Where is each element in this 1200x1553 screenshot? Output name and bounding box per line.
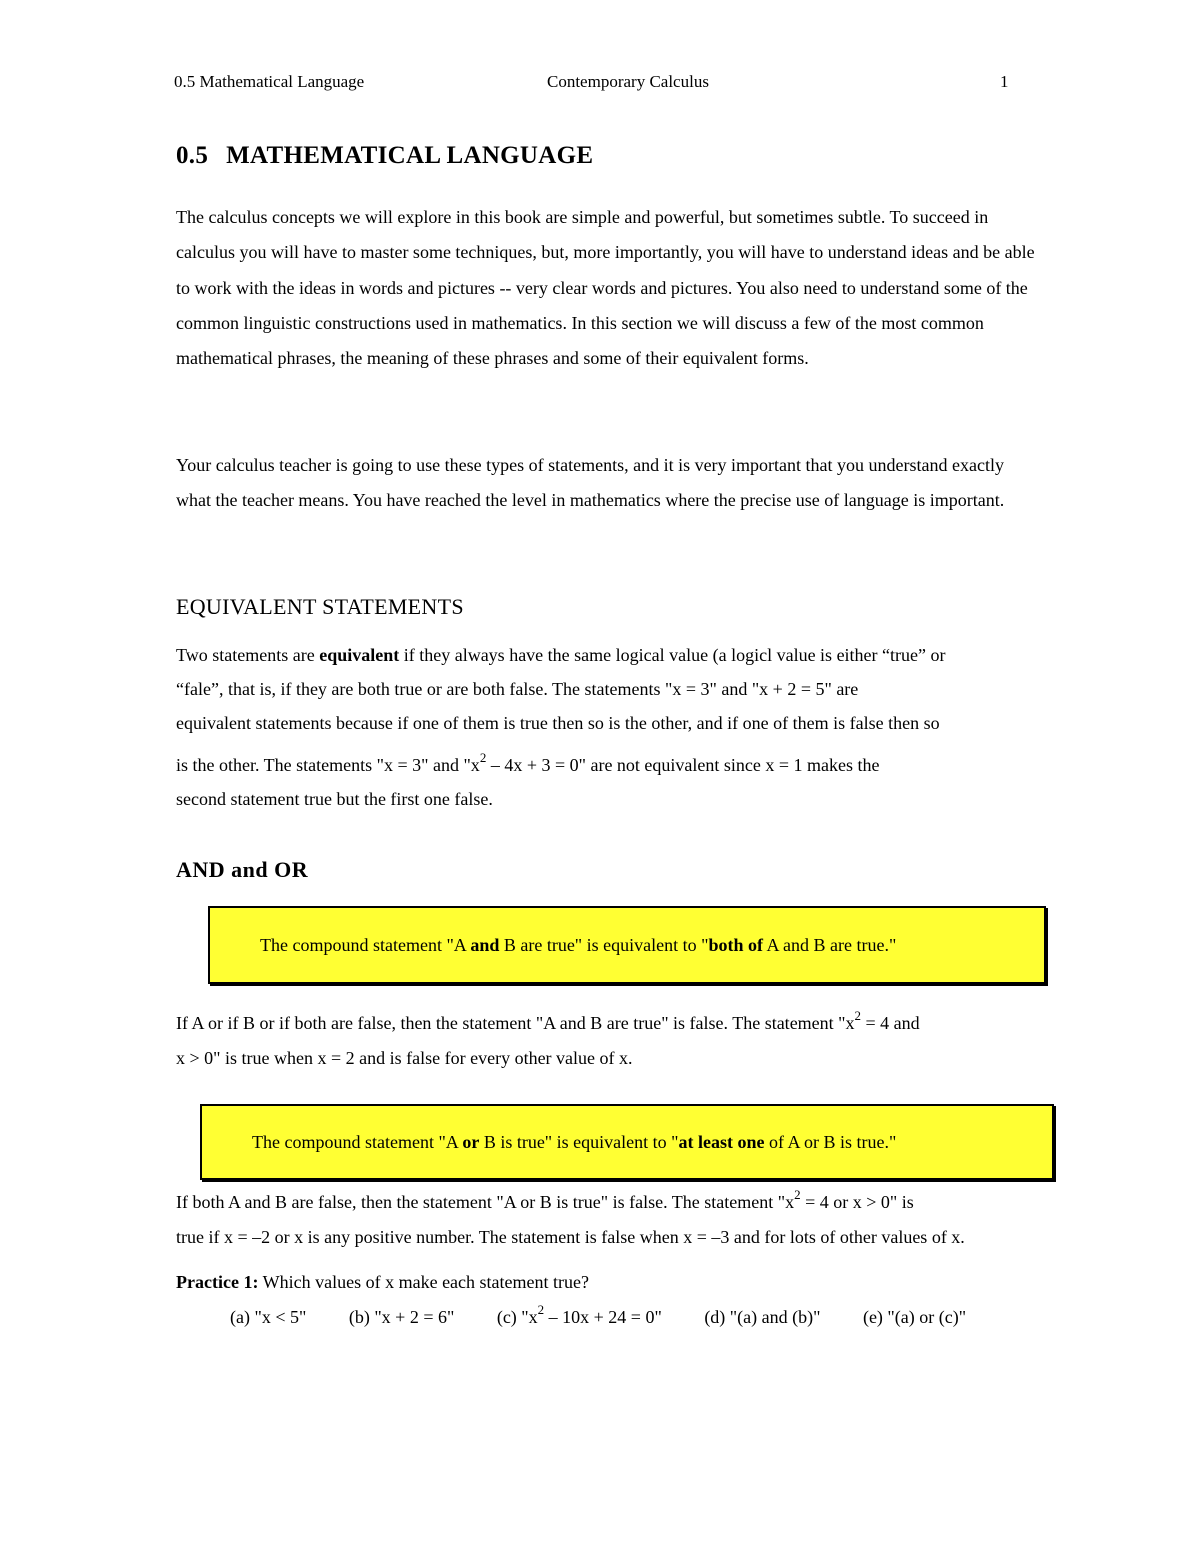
practice-option-c (496, 1302, 662, 1327)
section-title-text: MATHEMATICAL LANGUAGE (226, 142, 594, 169)
section-title (176, 142, 593, 170)
definition-box-or (200, 1104, 1054, 1180)
header-chapter: 0.5 Mathematical Language (174, 72, 365, 91)
exponent: 2 (854, 1008, 862, 1023)
text-run: A and B are true." (763, 934, 897, 955)
text-run: The compound statement "A (260, 934, 471, 955)
intro-paragraph-1-text: The calculus concepts we will explore in this book are simple and powerful, but sometimes subtle. To succeed in calculus you will have to master some techniques, but, more importantly, you will have to understand ideas and be able to work with the ideas in words and pictures -- very clear words and pictures. You also need to understand some of the common linguistic constructions used in mathematics. In this section we will discuss a few of the most common mathematical phrases, the meaning of these phrases and some of their equivalent forms. (176, 207, 1035, 369)
keyword-and: and (470, 934, 500, 955)
practice-option-a: (a) "x < 5" (230, 1307, 307, 1327)
practice-prompt (176, 1272, 589, 1293)
practice-option-d: (d) "(a) and (b)" (704, 1307, 821, 1327)
text-run: If both A and B are false, then the statement "A or B is true" is false. The statement "x (176, 1192, 795, 1212)
header-page-number: 1 (1000, 72, 1009, 91)
text-run: of A or B is true." (764, 1131, 897, 1152)
text-run: – 10x + 24 = 0" (544, 1307, 662, 1327)
text-run: if they always have the same logical value (a logicl value is either “true” or (399, 645, 946, 665)
text-run: The compound statement "A (252, 1131, 463, 1152)
or-explanation-line-2: true if x = –2 or x is any positive number. The statement is false when x = –3 and for lots of other values of x. (176, 1227, 965, 1247)
exponent: 2 (537, 1302, 545, 1317)
term-equivalent: equivalent (319, 645, 400, 665)
text-run: B are true" is equivalent to " (499, 934, 709, 955)
keyword-at-least-one: at least one (678, 1131, 765, 1152)
text-run: If A or if B or if both are false, then the statement "A and B are true" is false. The statement "x (176, 1013, 855, 1033)
definition-and-text (210, 935, 896, 956)
text-run: is the other. The statements "x = 3" and "x (176, 755, 480, 775)
practice-label: Practice 1: (176, 1272, 259, 1292)
equivalent-line-4 (176, 750, 880, 776)
and-explanation-line-1 (176, 1008, 920, 1034)
practice-option-b: (b) "x + 2 = 6" (348, 1307, 455, 1327)
definition-box-and (208, 906, 1046, 984)
text-run: B is true" is equivalent to " (479, 1131, 679, 1152)
equivalent-line-3: equivalent statements because if one of them is true then so is the other, and if one of them is false then so (176, 713, 940, 733)
practice-options (230, 1302, 967, 1328)
text-run: = 4 or x > 0" is (800, 1192, 914, 1212)
exponent: 2 (794, 1187, 801, 1202)
text-run: Two statements are (176, 645, 320, 665)
practice-option-e: (e) "(a) or (c)" (862, 1307, 967, 1327)
keyword-both-of: both of (708, 934, 763, 955)
heading-and-or: AND and OR (176, 857, 309, 882)
section-number: 0.5 (176, 142, 209, 169)
definition-or-text (202, 1132, 896, 1153)
intro-paragraph-2-text: Your calculus teacher is going to use these types of statements, and it is very important that you understand exactly what the teacher means. You have reached the level in mathematics where the precise use of language is important. (176, 455, 1005, 511)
equivalent-line-5: second statement true but the first one false. (176, 789, 493, 809)
exponent: 2 (479, 750, 487, 765)
and-explanation-line-2: x > 0" is true when x = 2 and is false for every other value of x. (176, 1048, 633, 1068)
intro-paragraph-2 (176, 448, 1036, 519)
keyword-or: or (462, 1131, 480, 1152)
heading-equivalent-statements: EQUIVALENT STATEMENTS (176, 594, 464, 619)
equivalent-line-1 (176, 645, 946, 666)
header-book-title: Contemporary Calculus (547, 72, 709, 91)
equivalent-line-2: “fale”, that is, if they are both true or are both false. The statements "x = 3" and "x + 2 = 5" are (176, 679, 859, 699)
or-explanation-line-1 (176, 1187, 914, 1213)
text-run: – 4x + 3 = 0" are not equivalent since x = 1 makes the (486, 755, 880, 775)
text-run: (c) "x (496, 1307, 538, 1327)
text-run: = 4 and (861, 1013, 920, 1033)
practice-question: Which values of x make each statement true? (258, 1272, 589, 1292)
intro-paragraph-1 (176, 200, 1036, 376)
